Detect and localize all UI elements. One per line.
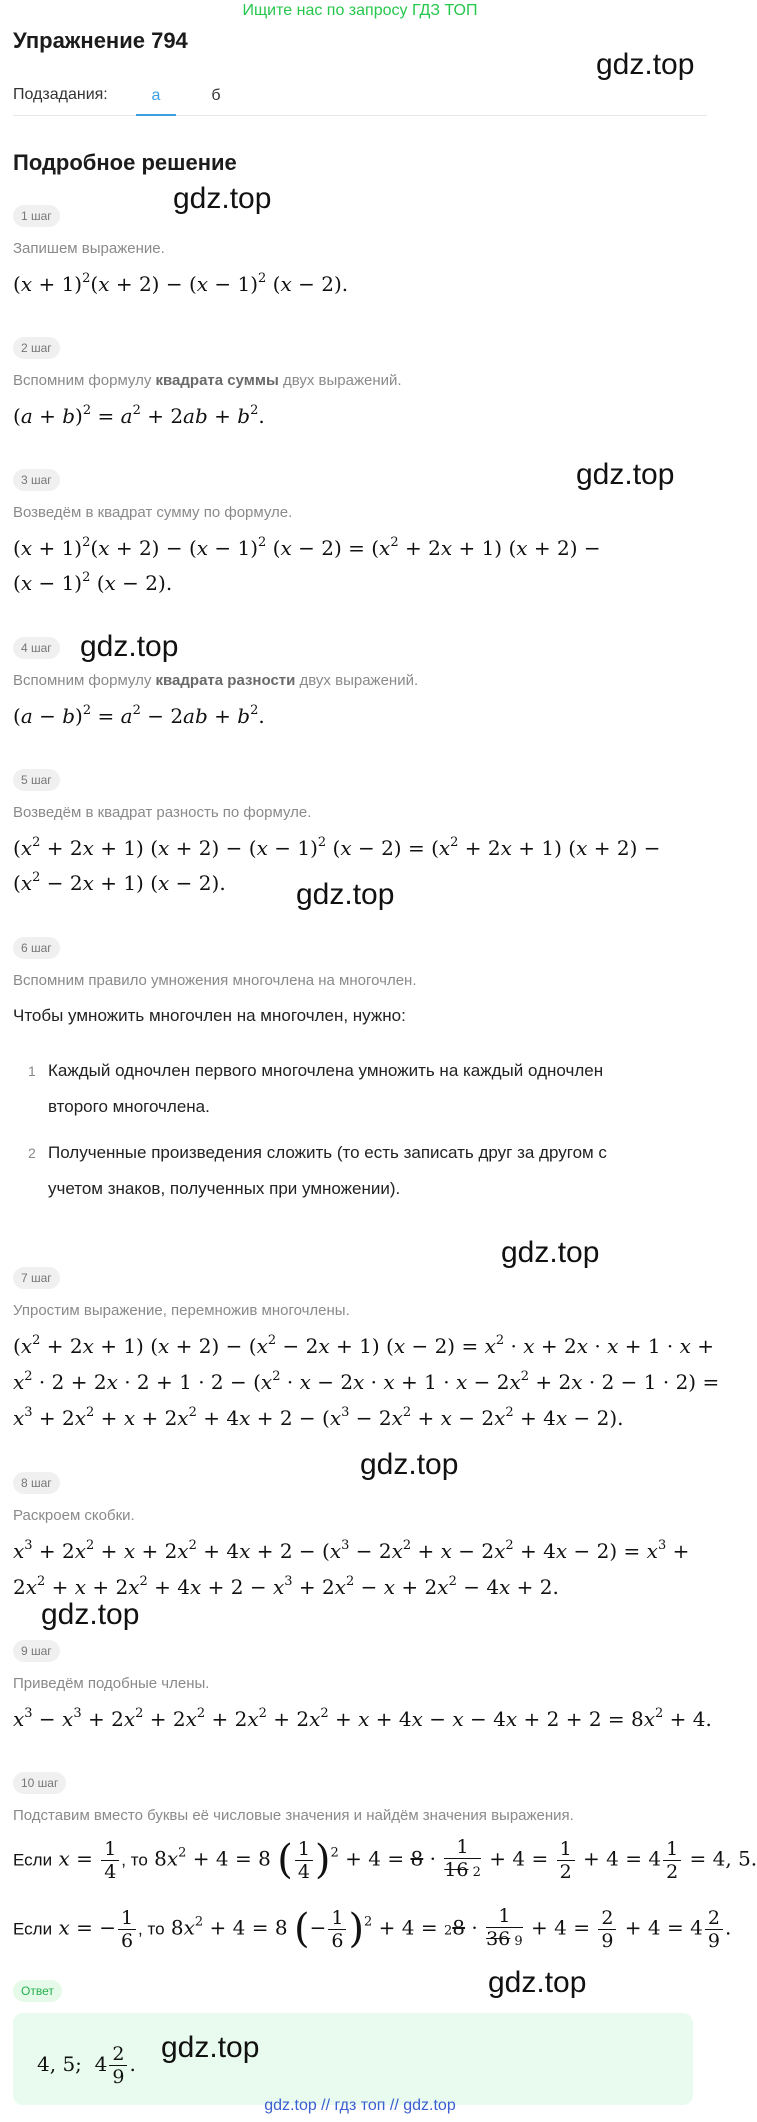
watermark: gdz.top [173,182,272,215]
step-badge: 6 шаг [13,937,60,959]
step-description: Вспомним формулу квадрата разности двух выражений. [13,672,419,689]
step-description: Раскроем скобки. [13,1507,135,1524]
math-expression: $2x^2 + x + 2x^2 + 4x + 2 - x^3 + 2x^2 - x + 2x^2 - 4x + 2$. [13,1574,559,1599]
subtask-tab-a[interactable]: а [136,84,176,116]
math-expression: $x^3 + 2x^2 + x + 2x^2 + 4x + 2 - (x^3 - 2x^2 + x - 2x^2 + 4x - 2)$. [13,1405,624,1430]
step-badge: 4 шаг [13,637,60,659]
watermark: gdz.top [501,1236,600,1269]
list-item [28,1135,698,1207]
step-description: Вспомним формулу квадрата суммы двух выражений. [13,372,402,389]
footer-links[interactable]: gdz.top // гдз топ // gdz.top [264,2097,456,2114]
watermark: gdz.top [576,458,675,491]
math-expression: $x^3 - x^3 + 2x^2 + 2x^2 + 2x^2 + 2x^2 + x + 4x - x - 4x + 2 + 2 = 8x^2 + 4$. [13,1706,712,1731]
list-item [28,1053,698,1125]
math-formula: $(a - b)^2 = a^2 - 2ab + b^2$. [13,703,265,728]
math-expression: $(x + 1)^2(x + 2) - (x - 1)^2$ $(x - 2) = (x^2 + 2x + 1) (x + 2)$ − [13,535,601,560]
watermark: gdz.top [41,1598,140,1631]
answer-badge: Ответ [13,1980,62,2002]
search-banner[interactable]: Ищите нас по запросу ГДЗ ТОП [242,2,478,19]
watermark: gdz.top [360,1448,459,1481]
math-expression: $x^2 \cdot 2 + 2x \cdot 2 + 1 \cdot 2 - (x^2 \cdot x - 2x \cdot x + 1 \cdot x - 2x^2 + 2x \cdot 2 - 1 \cdot 2)$ = [13,1369,720,1394]
math-expression: $(x - 1)^2$ (x − 2). [13,570,173,595]
step-description: Возведём в квадрат разность по формуле. [13,804,312,821]
step-description: Приведём подобные члены. [13,1675,210,1692]
step-badge: 3 шаг [13,469,60,491]
step-badge: 7 шаг [13,1267,60,1289]
subtask-tab-b[interactable]: б [211,87,221,104]
answer-value: 4, 5; 4 $\frac{2}{9}$ . [37,2043,136,2088]
list-text: Полученные произведения сложить (то есть записать друг за другом с учетом знаков, полученных при умножении). [48,1143,607,1198]
step-badge: 8 шаг [13,1472,60,1494]
rule-intro: Чтобы умножить многочлен на многочлен, нужно: [13,1006,406,1025]
math-formula: $(a + b)^2 = a^2 + 2ab + b^2$. [13,403,265,428]
step-badge: 5 шаг [13,769,60,791]
math-substitution: Если x = $\frac{1}{4}$ , то $8x^2 + 4 = 8$ ( $\frac{1}{4}$ )$^2$ + 4 = 8 · $\frac{1}{16 2}$ + 4 = $\frac{1}{2}$ + 4 = 4 $\frac{1}{2}$ = 4, 5. [13,1836,757,1883]
watermark: gdz.top [596,48,695,81]
watermark: gdz.top [488,1966,587,1999]
section-title: Подробное решение [13,150,237,175]
step-description: Упростим выражение, перемножив многочлены. [13,1302,350,1319]
step-description: Подставим вместо буквы её числовые значения и найдём значения выражения. [13,1807,574,1824]
subtasks-label: Подзадания: [13,86,108,103]
step-badge: 9 шаг [13,1640,60,1662]
list-number: 1 [28,1063,36,1079]
math-substitution: Если x = − $\frac{1}{6}$ , то $8x^2 + 4 = 8$ (− $\frac{1}{6}$ )$^2$ + 4 = 28 · $\frac{1}{36 9}$ + 4 = $\frac{2}{9}$ + 4 = 4 $\frac{2}{9}$ . [13,1905,732,1952]
math-expression: $(x^2 - 2x + 1) (x - 2)$. [13,870,226,895]
step-badge: 10 шаг [13,1772,66,1794]
exercise-title: Упражнение 794 [13,28,188,53]
list-number: 2 [28,1145,36,1161]
watermark: gdz.top [296,878,395,911]
step-badge: 2 шаг [13,337,60,359]
subtasks-bar [13,82,707,116]
answer-box [13,2013,693,2105]
watermark: gdz.top [161,2031,260,2064]
watermark: gdz.top [80,630,179,663]
math-expression: $(x^2 + 2x + 1) (x + 2) - (x^2 - 2x + 1) (x - 2) = x^2 \cdot x + 2x \cdot x + 1 \cdot x$ + [13,1333,715,1358]
list-text: Каждый одночлен первого многочлена умножить на каждый одночлен второго многочлена. [48,1061,604,1116]
step-description: Вспомним правило умножения многочлена на многочлен. [13,972,417,989]
step-description: Запишем выражение. [13,240,165,257]
step-badge: 1 шаг [13,205,60,227]
math-expression: $(x^2 + 2x + 1) (x + 2) - (x - 1)^2$ $(x - 2) = (x^2 + 2x + 1) (x + 2)$ − [13,835,661,860]
math-expression: $(x + 1)^2(x + 2) - (x - 1)^2$ (x − 2). [13,271,349,296]
math-expression: $x^3 + 2x^2 + x + 2x^2 + 4x + 2 - (x^3 - 2x^2 + x - 2x^2 + 4x - 2) = x^3$ + [13,1538,690,1563]
step-description: Возведём в квадрат сумму по формуле. [13,504,293,521]
